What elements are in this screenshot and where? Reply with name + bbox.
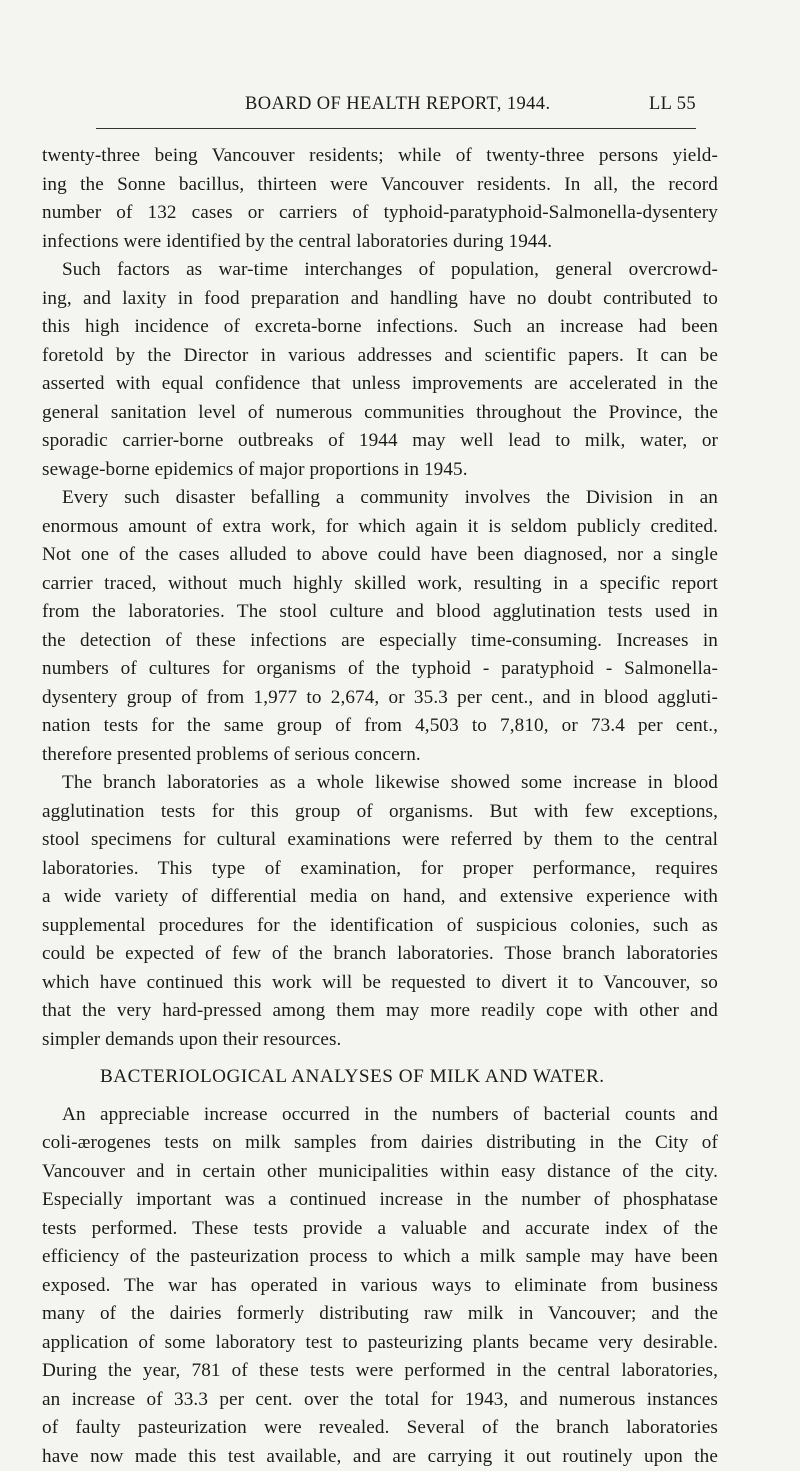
text-line: sewage-borne epidemics of major proportions in 1945. [42, 456, 718, 485]
text-line: tests performed. These tests provide a valuable and accurate index of the [42, 1215, 718, 1244]
text-line: have now made this test available, and are carrying it out routinely upon the [42, 1443, 718, 1471]
text-line: simpler demands upon their resources. [42, 1026, 718, 1055]
text-line: agglutination tests for this group of organisms. But with few exceptions, [42, 798, 718, 827]
paragraph [42, 142, 718, 256]
text-line: sporadic carrier-borne outbreaks of 1944 may well lead to milk, water, or [42, 427, 718, 456]
text-line: An appreciable increase occurred in the numbers of bacterial counts and [42, 1101, 718, 1130]
text-line: Such factors as war-time interchanges of population, general overcrowd- [42, 256, 718, 285]
paragraph [42, 769, 718, 1054]
text-line: enormous amount of extra work, for which again it is seldom publicly credited. [42, 513, 718, 542]
text-line: supplemental procedures for the identification of suspicious colonies, such as [42, 912, 718, 941]
text-line: Vancouver and in certain other municipalities within easy distance of the city. [42, 1158, 718, 1187]
text-line: infections were identified by the central laboratories during 1944. [42, 228, 718, 257]
text-line: could be expected of few of the branch laboratories. Those branch laboratories [42, 940, 718, 969]
text-line: dysentery group of from 1,977 to 2,674, or 35.3 per cent., and in blood aggluti- [42, 684, 718, 713]
text-line: this high incidence of excreta-borne infections. Such an increase had been [42, 313, 718, 342]
text-line: which have continued this work will be requested to divert it to Vancouver, so [42, 969, 718, 998]
text-line: a wide variety of differential media on hand, and extensive experience with [42, 883, 718, 912]
text-line: coli-ærogenes tests on milk samples from dairies distributing in the City of [42, 1129, 718, 1158]
text-line: numbers of cultures for organisms of the typhoid - paratyphoid - Salmonella- [42, 655, 718, 684]
paragraph [42, 256, 718, 484]
paragraph [42, 1101, 718, 1471]
text-line: Not one of the cases alluded to above could have been diagnosed, nor a single [42, 541, 718, 570]
text-line: of faulty pasteurization were revealed. Several of the branch laboratories [42, 1414, 718, 1443]
text-line: an increase of 33.3 per cent. over the total for 1943, and numerous instances [42, 1386, 718, 1415]
page-number: LL 55 [649, 94, 696, 115]
text-line: exposed. The war has operated in various ways to eliminate from business [42, 1272, 718, 1301]
text-line: foretold by the Director in various addresses and scientific papers. It can be [42, 342, 718, 371]
text-line: During the year, 781 of these tests were performed in the central laboratories, [42, 1357, 718, 1386]
text-line: many of the dairies formerly distributing raw milk in Vancouver; and the [42, 1300, 718, 1329]
text-line: that the very hard-pressed among them may more readily cope with other and [42, 997, 718, 1026]
text-line: therefore presented problems of serious concern. [42, 741, 718, 770]
text-line: nation tests for the same group of from 4,503 to 7,810, or 73.4 per cent., [42, 712, 718, 741]
text-line: twenty-three being Vancouver residents; while of twenty-three persons yield- [42, 142, 718, 171]
text-line: Every such disaster befalling a community involves the Division in an [42, 484, 718, 513]
text-line: stool specimens for cultural examinations were referred by them to the central [42, 826, 718, 855]
text-line: Especially important was a continued increase in the number of phosphatase [42, 1186, 718, 1215]
text-line: general sanitation level of numerous communities throughout the Province, the [42, 399, 718, 428]
text-line: from the laboratories. The stool culture and blood agglutination tests used in [42, 598, 718, 627]
page-header [96, 94, 696, 120]
text-line: application of some laboratory test to pasteurizing plants became very desirable. [42, 1329, 718, 1358]
text-line: number of 132 cases or carriers of typhoid-paratyphoid-Salmonella-dysentery [42, 199, 718, 228]
text-line: efficiency of the pasteurization process to which a milk sample may have been [42, 1243, 718, 1272]
paragraph [42, 484, 718, 769]
text-line: ing, and laxity in food preparation and handling have no doubt contributed to [42, 285, 718, 314]
text-line: asserted with equal confidence that unless improvements are accelerated in the [42, 370, 718, 399]
header-rule [96, 128, 696, 129]
section-heading: BACTERIOLOGICAL ANALYSES OF MILK AND WATER. [42, 1063, 718, 1092]
running-title: BOARD OF HEALTH REPORT, 1944. [245, 94, 551, 115]
text-line: the detection of these infections are especially time-consuming. Increases in [42, 627, 718, 656]
body-text [42, 142, 718, 1471]
text-line: laboratories. This type of examination, for proper performance, requires [42, 855, 718, 884]
text-line: The branch laboratories as a whole likewise showed some increase in blood [42, 769, 718, 798]
text-line: carrier traced, without much highly skilled work, resulting in a specific report [42, 570, 718, 599]
text-line: ing the Sonne bacillus, thirteen were Vancouver residents. In all, the record [42, 171, 718, 200]
